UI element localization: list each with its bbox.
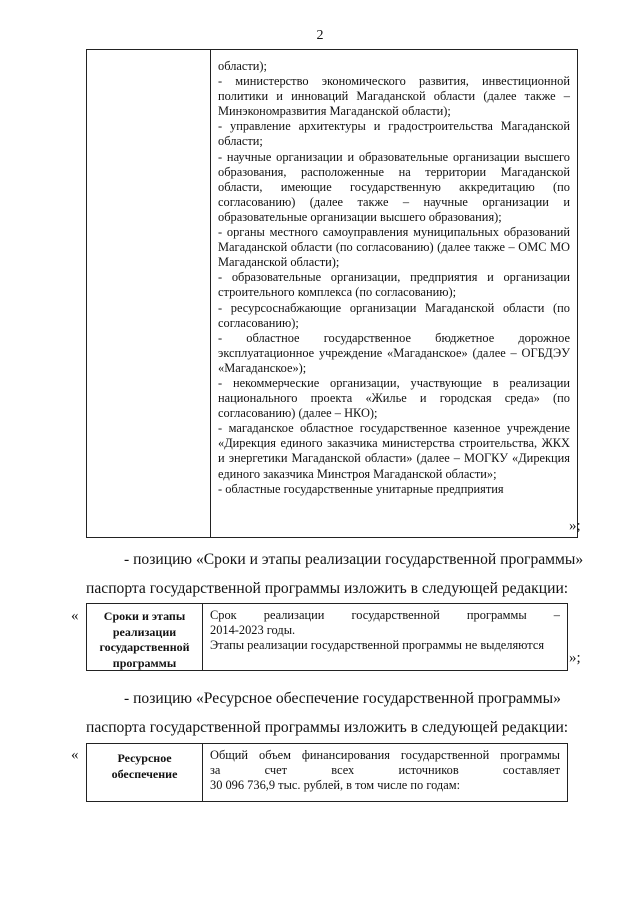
timeline-label: Сроки и этапы реализации государственной программы [87, 604, 203, 670]
list-item: - областное государственное бюджетное дорожное эксплуатационное учреждение «Магаданское» (далее – ОГБДЭУ «Магаданское»); [218, 330, 570, 375]
table2-closing-quote: »; [569, 650, 581, 666]
table1-closing-quote: »; [569, 518, 581, 534]
list-item: - министерство экономического развития, инвестиционной политики и инноваций Магаданской области (далее также – Минэкономразвития Магаданской области); [218, 74, 570, 119]
paragraph2-line2: паспорта государственной программы изложить в следующей редакции: [86, 719, 569, 736]
funding-line: 30 096 736,9 тыс. рублей, в том числе по годам: [210, 778, 461, 793]
table3-open-quote: « [71, 747, 79, 763]
list-item: - ресурсоснабжающие организации Магаданской области (по согласованию); [218, 300, 570, 330]
timeline-content [210, 608, 560, 654]
list-item: - некоммерческие организации, участвующие в реализации национального проекта «Жилье и городская среда» (по согласованию) (далее – НКО); [218, 375, 570, 421]
funding-table [86, 743, 568, 802]
table2-open-quote: « [71, 608, 79, 624]
list-item: - органы местного самоуправления муниципальных образований Магаданской области (по согласованию) (далее также – ОМС МО Магаданской области); [218, 225, 570, 270]
funding-line: за счет всех источников составляет [210, 763, 560, 778]
list-item: - образовательные организации, предприятия и организации строительного комплекса (по согласованию); [218, 270, 570, 300]
list-item: - научные организации и образовательные организации высшего образования, расположенные на территории Магаданской области, имеющие государственную аккредитацию (по согласованию) (далее также – научные организации и образовательные организации высшего образования); [218, 149, 570, 224]
timeline-line: 2014-2023 годы. [210, 623, 296, 638]
funding-line: Общий объем финансирования государственной программы [210, 748, 560, 762]
timeline-line: Срок реализации государственной программы – [210, 608, 560, 622]
page-number: 2 [316, 28, 324, 43]
funding-label: Ресурсное обеспечение [87, 744, 203, 801]
table-label-cell [87, 50, 211, 537]
paragraph1-line1: - позицию «Сроки и этапы реализации государственной программы» [124, 551, 584, 568]
list-item: - магаданское областное государственное казенное учреждение «Дирекция единого заказчика министерства строительства, ЖКХ и энергетики Магаданской области» (далее – МОГКУ «Дирекция единого заказчика Минстроя Магаданской области»; [218, 421, 570, 481]
timeline-table [86, 603, 568, 671]
table-content-cell [218, 59, 570, 497]
responsible-parties-table [86, 49, 578, 538]
funding-content [210, 748, 560, 794]
timeline-line: Этапы реализации государственной программы не выделяются [210, 638, 545, 653]
list-item: - управление архитектуры и градостроительства Магаданской области; [218, 119, 570, 149]
list-item: - областные государственные унитарные предприятия [218, 481, 504, 496]
paragraph2-line1: - позицию «Ресурсное обеспечение государственной программы» [124, 690, 561, 707]
list-item: области); [218, 59, 267, 73]
paragraph1-line2: паспорта государственной программы изложить в следующей редакции: [86, 580, 569, 597]
